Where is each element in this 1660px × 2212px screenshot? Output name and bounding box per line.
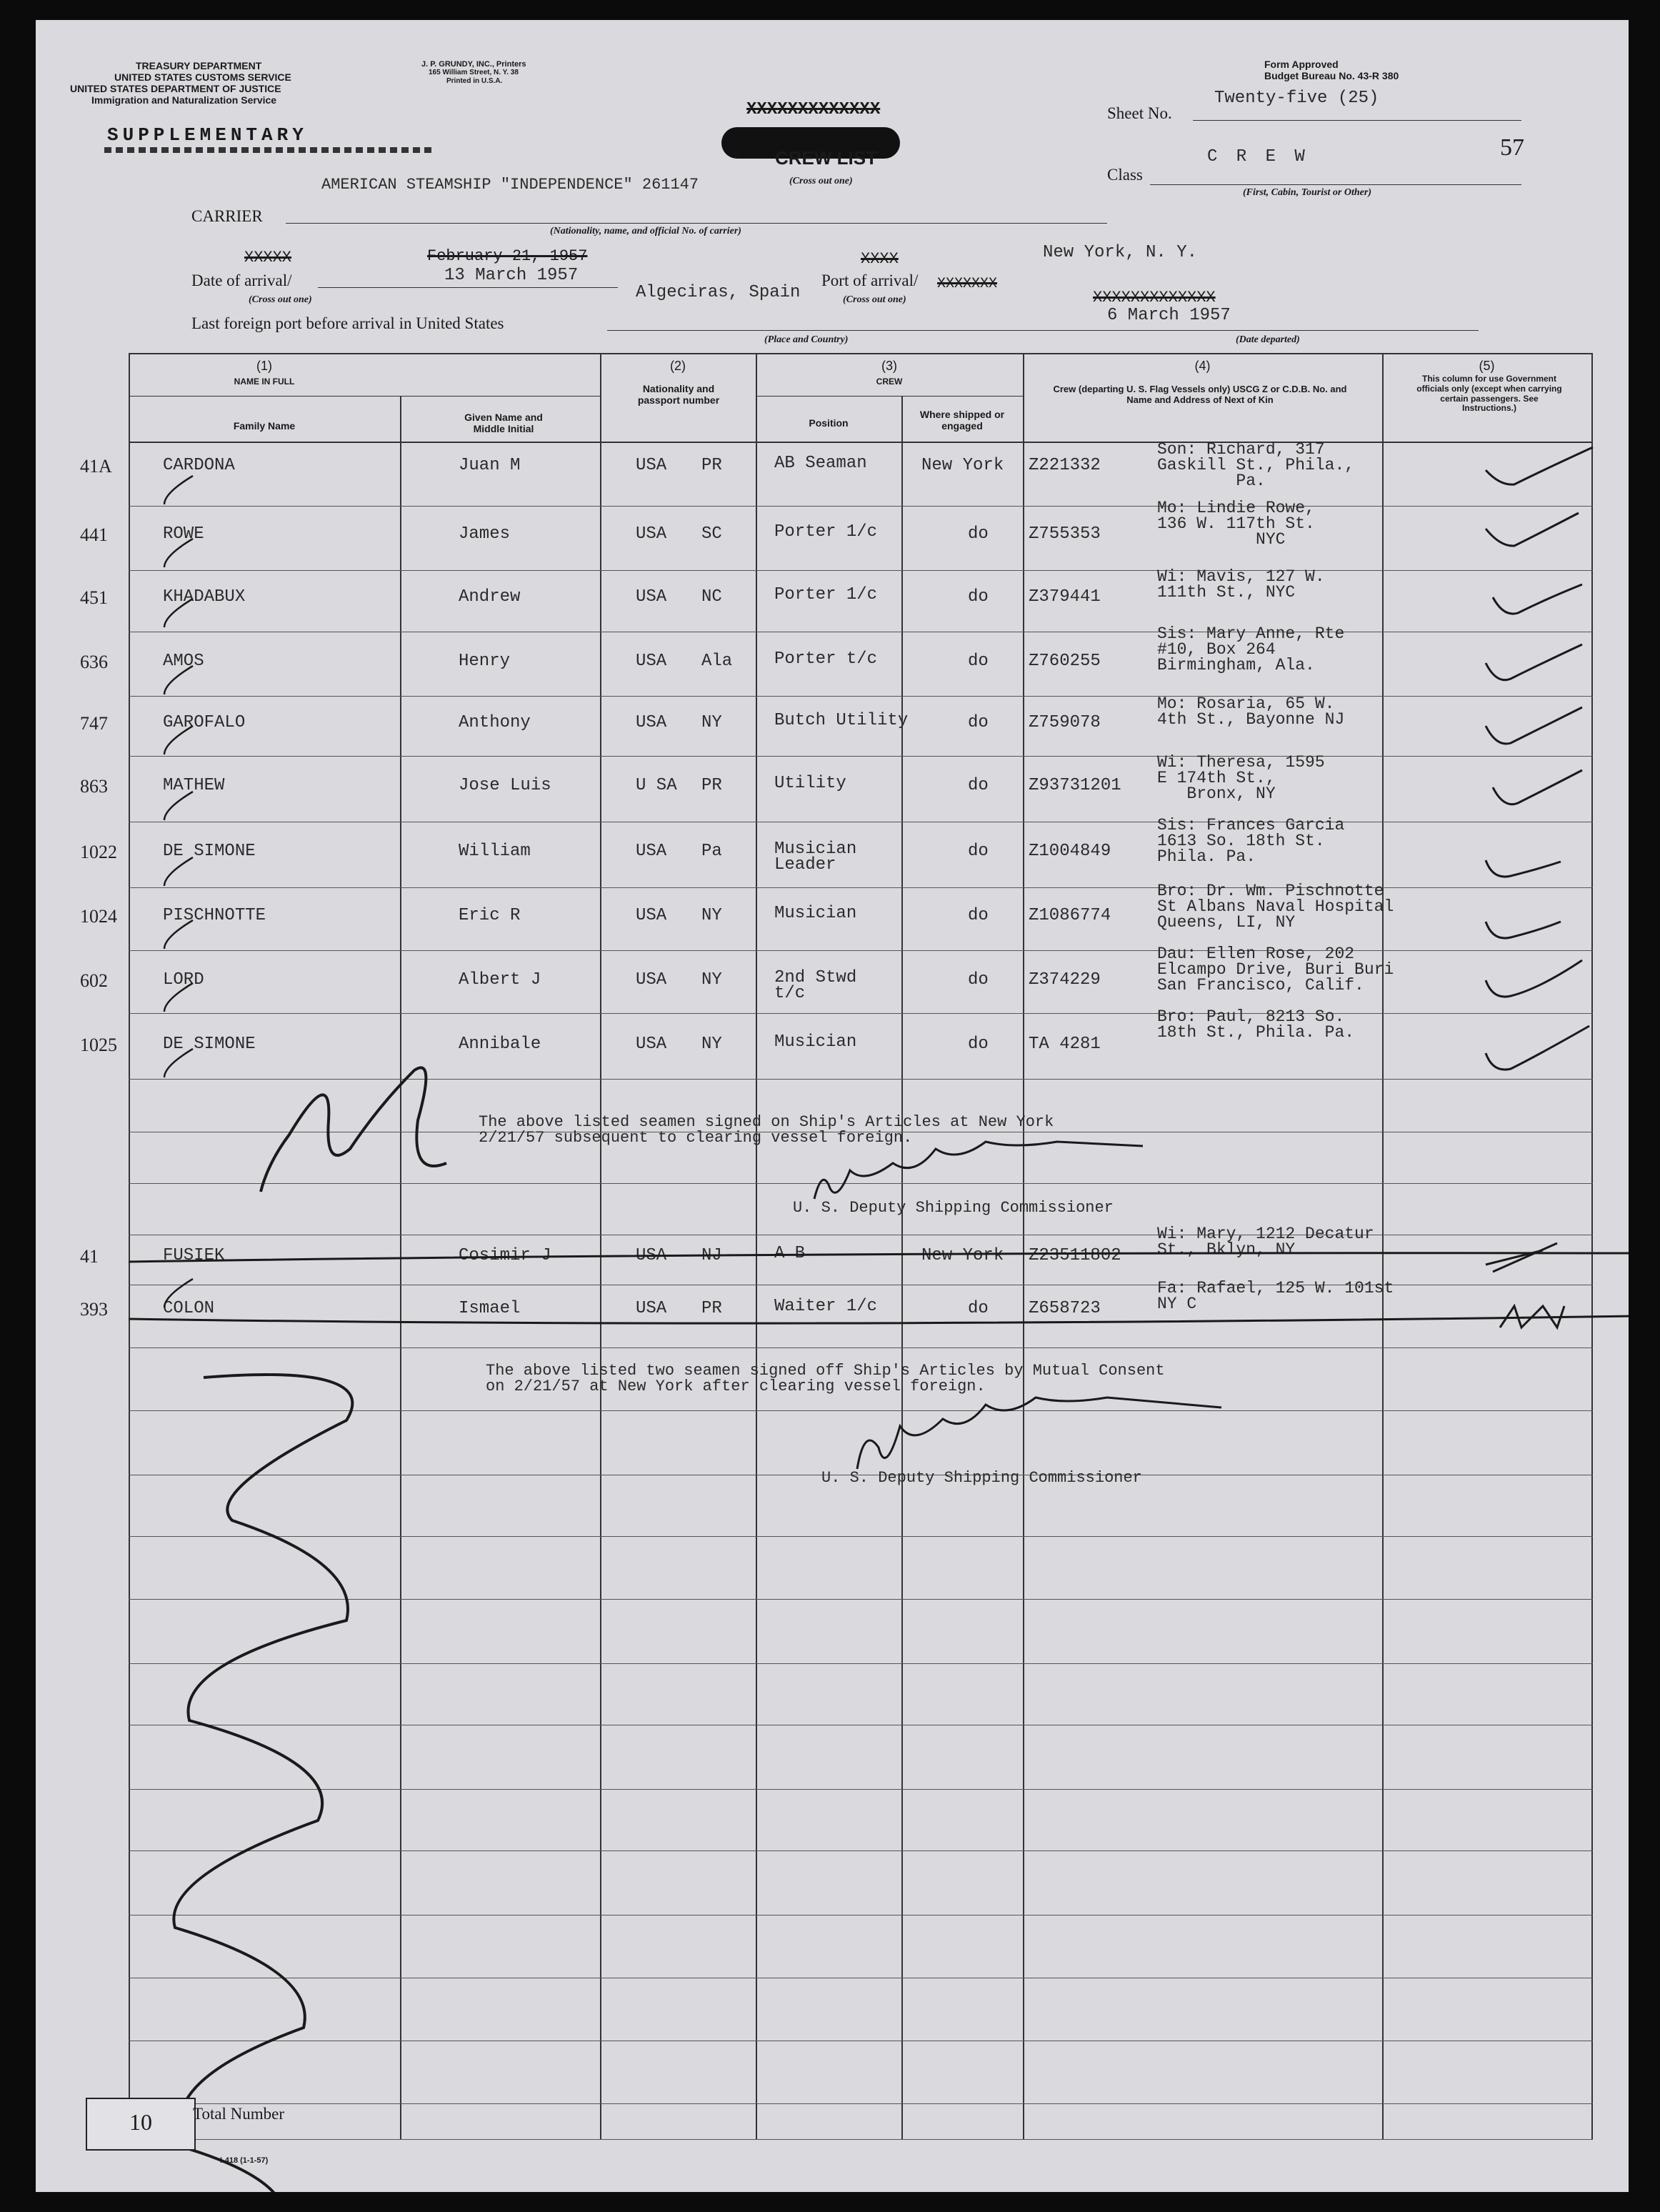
printer-line-3: Printed in U.S.A. — [446, 77, 503, 85]
uscg-number: Z759078 — [1029, 713, 1101, 732]
row-number: 1025 — [80, 1035, 117, 1055]
col5-number: (5) — [1479, 359, 1495, 373]
position: Waiter 1/c — [774, 1297, 878, 1316]
given-name-header: Given Name and Middle Initial — [464, 412, 543, 435]
crew-header: CREW — [876, 377, 903, 387]
family-name: CARDONA — [163, 456, 235, 475]
row-number: 636 — [80, 652, 108, 672]
where-shipped: do — [968, 524, 989, 544]
port-of-arrival-value: New York, N. Y. — [1043, 243, 1198, 262]
where-shipped: do — [968, 970, 989, 990]
note1-line2: 2/21/57 subsequent to clearing vessel foreign. — [479, 1129, 913, 1147]
row-number: 451 — [80, 587, 108, 608]
port-cross-out: (Cross out one) — [843, 294, 906, 305]
state: NY — [701, 713, 722, 732]
sheet-no-label: Sheet No. — [1107, 104, 1172, 122]
port-crossed-marker: XXXX — [861, 250, 899, 268]
handwriting-overlay — [36, 20, 1629, 2192]
state: NY — [701, 906, 722, 925]
next-of-kin: Wi: Mavis, 127 W. 111th St., NYC — [1157, 567, 1325, 602]
given-name: William — [459, 842, 531, 861]
last-foreign-port-label: Last foreign port before arrival in United States — [191, 314, 504, 332]
nationality: USA — [636, 652, 667, 671]
state: Pa — [701, 842, 722, 861]
nationality: USA — [636, 524, 667, 544]
uscg-number: Z93731201 — [1029, 776, 1121, 795]
agency-line-4: Immigration and Naturalization Service — [91, 94, 277, 106]
arrival-crossed-marker: XXXXX — [244, 249, 292, 266]
carrier-value: AMERICAN STEAMSHIP "INDEPENDENCE" 261147 — [321, 176, 699, 194]
where-shipped: do — [968, 776, 989, 795]
given-name: Jose Luis — [459, 776, 551, 795]
date-departed-caption: (Date departed) — [1236, 334, 1300, 345]
given-name: James — [459, 524, 511, 544]
next-of-kin: Mo: Lindie Rowe, 136 W. 117th St. NYC — [1157, 499, 1315, 549]
col4-number: (4) — [1194, 359, 1211, 373]
commissioner-1: U. S. Deputy Shipping Commissioner — [793, 1199, 1114, 1217]
given-name: Andrew — [459, 587, 521, 607]
row-number: 441 — [80, 524, 108, 545]
where-shipped-header: Where shipped or engaged — [919, 409, 1005, 432]
state: NJ — [701, 1246, 722, 1265]
given-name: Ismael — [459, 1299, 521, 1318]
nationality: USA — [636, 1035, 667, 1054]
nationality: USA — [636, 456, 667, 475]
nationality-header: Nationality and passport number — [637, 383, 720, 407]
next-of-kin: Son: Richard, 317 Gaskill St., Phila., Pa. — [1157, 440, 1355, 490]
nationality: USA — [636, 713, 667, 732]
row-number: 747 — [80, 713, 108, 734]
printer-line-1: J. P. GRUNDY, INC., Printers — [421, 60, 526, 69]
signature-2 — [857, 1398, 1221, 1469]
note2-line2: on 2/21/57 at New York after clearing vessel foreign. — [486, 1377, 986, 1395]
cross-out-one-caption: (Cross out one) — [789, 176, 853, 186]
crew-list-document — [36, 20, 1629, 2192]
signature-1 — [814, 1142, 1143, 1199]
where-shipped: do — [968, 652, 989, 671]
total-number-box — [86, 2098, 196, 2151]
row-number: 1022 — [80, 842, 117, 862]
where-shipped: do — [968, 1035, 989, 1054]
next-of-kin: Sis: Mary Anne, Rte #10, Box 264 Birmingham, Ala. — [1157, 624, 1345, 674]
next-of-kin: Dau: Ellen Rose, 202 Elcampo Drive, Buri Buri San Francisco, Calif. — [1157, 945, 1394, 995]
class-label: Class — [1107, 166, 1143, 184]
next-of-kin: Wi: Theresa, 1595 E 174th St., Bronx, NY — [1157, 753, 1325, 803]
note2-line1: The above listed two seamen signed off Ship's Articles by Mutual Consent — [486, 1362, 1165, 1380]
void-zigzag-mark — [174, 1375, 352, 2192]
where-shipped: do — [968, 906, 989, 925]
nationality: USA — [636, 1246, 667, 1265]
family-name: COLON — [163, 1299, 215, 1318]
given-name: Juan M — [459, 456, 521, 475]
row-number: 1024 — [80, 906, 117, 927]
where-shipped: do — [968, 842, 989, 861]
where-shipped: do — [968, 587, 989, 607]
given-name: Cosimir J — [459, 1246, 551, 1265]
uscg-number: Z221332 — [1029, 456, 1101, 475]
where-shipped: New York — [921, 1246, 1004, 1265]
state: NY — [701, 970, 722, 990]
class-caption: (First, Cabin, Tourist or Other) — [1243, 187, 1371, 198]
position: Musician — [774, 904, 857, 923]
port-of-arrival-label: Port of arrival/ — [821, 271, 919, 289]
state: PR — [701, 776, 722, 795]
uscg-number: Z658723 — [1029, 1299, 1101, 1318]
uscg-number: Z1004849 — [1029, 842, 1111, 861]
position: Butch Utility — [774, 711, 909, 730]
carrier-label: CARRIER — [191, 207, 263, 225]
crossed-title: XXXXXXXXXXXXX — [746, 100, 881, 119]
uscg-number: Z379441 — [1029, 587, 1101, 607]
family-name: LORD — [163, 970, 204, 990]
position: Musician — [774, 1032, 857, 1052]
state: PR — [701, 456, 722, 475]
uscg-number: Z760255 — [1029, 652, 1101, 671]
uscg-number: Z374229 — [1029, 970, 1101, 990]
next-of-kin: Mo: Rosaria, 65 W. 4th St., Bayonne NJ — [1157, 694, 1345, 729]
strike-line-1 — [129, 1253, 1629, 1262]
uscg-number: Z755353 — [1029, 524, 1101, 544]
row-number: 41A — [80, 456, 112, 477]
row-tick-strokes — [164, 476, 193, 1307]
family-name: ROWE — [163, 524, 204, 544]
date-of-arrival-label: Date of arrival/ — [191, 271, 292, 289]
nationality: USA — [636, 842, 667, 861]
where-shipped: New York — [921, 456, 1004, 475]
state: SC — [701, 524, 722, 544]
family-name: MATHEW — [163, 776, 225, 795]
supplementary-stamp: SUPPLEMENTARY — [107, 124, 308, 146]
arrival-cross-out: (Cross out one) — [249, 294, 312, 305]
col5-desc-header: This column for use Government officials only (except when carrying certain passengers. See Instructions.) — [1416, 374, 1562, 414]
where-shipped: do — [968, 1299, 989, 1318]
state: Ala — [701, 652, 733, 671]
next-of-kin: Bro: Dr. Wm. Pischnotte St Albans Naval Hospital Queens, LI, NY — [1157, 882, 1394, 932]
family-name: PISCHNOTTE — [163, 906, 266, 925]
family-name: AMOS — [163, 652, 204, 671]
note1-line1: The above listed seamen signed on Ship's Articles at New York — [479, 1113, 1054, 1131]
col1-number: (1) — [256, 359, 272, 373]
given-name: Anthony — [459, 713, 531, 732]
uscg-number: TA 4281 — [1029, 1035, 1101, 1054]
agency-line-2: UNITED STATES CUSTOMS SERVICE — [114, 71, 291, 83]
family-name-header: Family Name — [233, 420, 296, 432]
state: NY — [701, 1035, 722, 1054]
scribble-mark — [261, 1067, 446, 1192]
total-number-value: 10 — [129, 2109, 152, 2135]
arrival-struck-date: February 21, 1957 — [427, 247, 588, 265]
nationality: USA — [636, 970, 667, 990]
nationality: USA — [636, 587, 667, 607]
given-name: Henry — [459, 652, 511, 671]
uscg-number: Z1086774 — [1029, 906, 1111, 925]
last-foreign-port-value: Algeciras, Spain — [636, 283, 801, 302]
sheet-no-value: Twenty-five (25) — [1214, 89, 1379, 108]
name-in-full-header: NAME IN FULL — [234, 377, 295, 387]
cancel-mark-1 — [1486, 1243, 1557, 1272]
place-caption: (Place and Country) — [764, 334, 849, 345]
departed-struck: XXXXXXXXXXXXX — [1093, 289, 1216, 307]
crew-list-title: CREW LIST — [775, 147, 877, 169]
position: A B — [774, 1244, 806, 1263]
page-number: 57 — [1500, 134, 1524, 161]
next-of-kin: Fa: Rafael, 125 W. 101st NY C — [1157, 1279, 1394, 1313]
col3-number: (3) — [881, 359, 897, 373]
row-number: 393 — [80, 1299, 108, 1320]
state: PR — [701, 1299, 722, 1318]
position: Porter 1/c — [774, 585, 878, 604]
family-name: DE SIMONE — [163, 842, 256, 861]
nationality: USA — [636, 906, 667, 925]
date-departed-value: 6 March 1957 — [1107, 306, 1231, 325]
position: Utility — [774, 774, 846, 793]
row-number: 41 — [80, 1246, 99, 1267]
state: NC — [701, 587, 722, 607]
given-name: Eric R — [459, 906, 521, 925]
class-value: C R E W — [1207, 147, 1309, 166]
carrier-caption: (Nationality, name, and official No. of carrier) — [550, 226, 741, 236]
position: Porter t/c — [774, 649, 878, 669]
family-name: KHADABUX — [163, 587, 246, 607]
budget-bureau: Budget Bureau No. 43-R 380 — [1264, 70, 1399, 81]
form-number: I-418 (1-1-57) — [220, 2156, 269, 2165]
total-number-label: Total Number — [193, 2105, 285, 2123]
col2-number: (2) — [670, 359, 686, 373]
position: Musician Leader — [774, 840, 857, 875]
next-of-kin: Sis: Frances Garcia 1613 So. 18th St. Phila. Pa. — [1157, 816, 1345, 866]
agency-line-3: UNITED STATES DEPARTMENT OF JUSTICE — [70, 83, 281, 94]
given-name: Annibale — [459, 1035, 541, 1054]
position: Porter 1/c — [774, 522, 878, 542]
strike-line-2 — [129, 1316, 1629, 1323]
port-crossed-value: XXXXXXX — [937, 276, 998, 292]
family-name: FUSIEK — [163, 1246, 225, 1265]
row-number: 602 — [80, 970, 108, 991]
given-name: Albert J — [459, 970, 541, 990]
printer-line-2: 165 William Street, N. Y. 38 — [429, 69, 519, 76]
family-name: DE SIMONE — [163, 1035, 256, 1054]
date-of-arrival-value: 13 March 1957 — [444, 266, 579, 285]
check-marks — [1486, 447, 1593, 1070]
next-of-kin: Wi: Mary, 1212 Decatur St., Bklyn, NY — [1157, 1225, 1374, 1259]
form-approved: Form Approved — [1264, 59, 1339, 70]
uscg-number: Z23511802 — [1029, 1246, 1121, 1265]
position-header: Position — [809, 417, 849, 429]
where-shipped: do — [968, 713, 989, 732]
next-of-kin: Bro: Paul, 8213 So. 18th St., Phila. Pa. — [1157, 1007, 1355, 1042]
agency-line-1: TREASURY DEPARTMENT — [136, 60, 262, 71]
position: AB Seaman — [774, 454, 867, 473]
position: 2nd Stwd t/c — [774, 968, 857, 1003]
commissioner-2: U. S. Deputy Shipping Commissioner — [821, 1469, 1142, 1487]
family-name: GAROFALO — [163, 713, 246, 732]
crew-desc-header: Crew (departing U. S. Flag Vessels only) USCG Z or C.D.B. No. and Name and Address of Next of Kin — [1053, 384, 1347, 405]
nationality: USA — [636, 1299, 667, 1318]
row-number: 863 — [80, 776, 108, 797]
nationality: U SA — [636, 776, 677, 795]
